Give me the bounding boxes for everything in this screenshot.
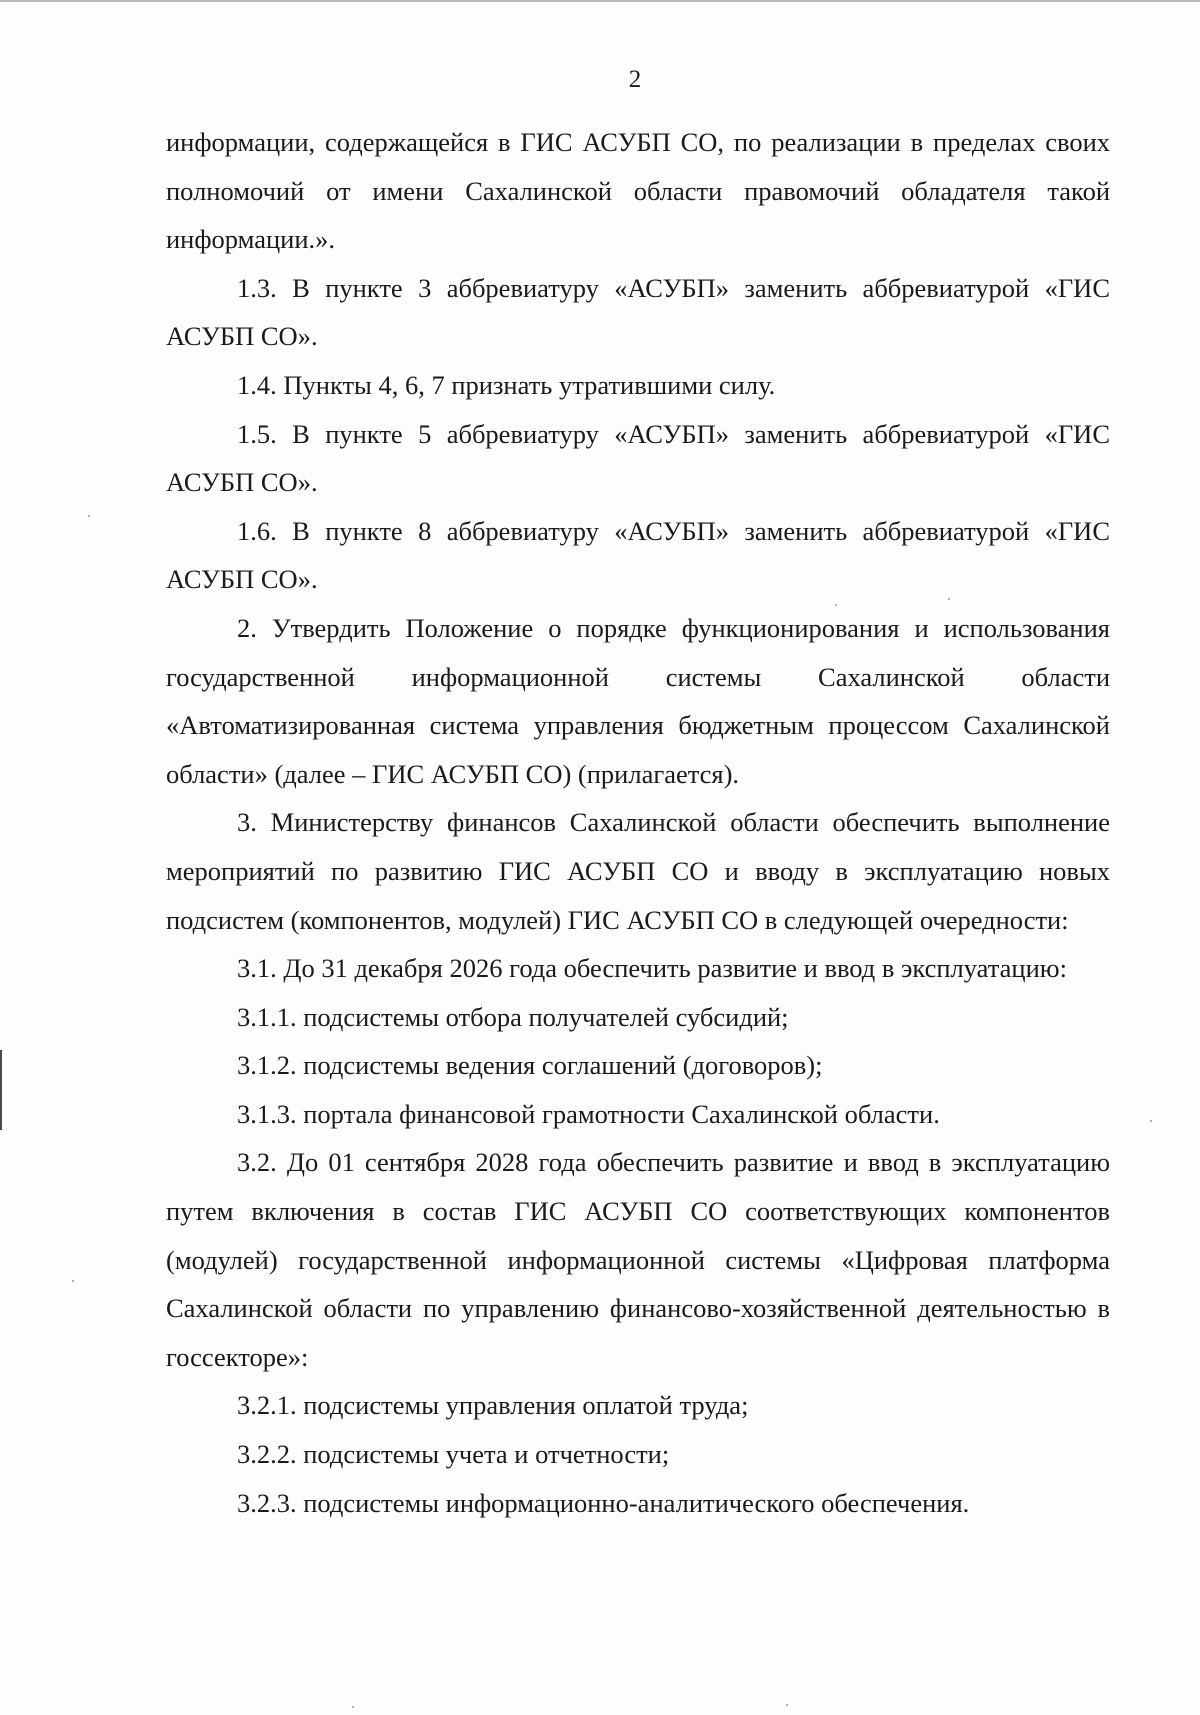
scan-top-edge bbox=[0, 0, 1200, 2]
scan-speck bbox=[786, 1704, 788, 1706]
paragraph-3-1: 3.1. До 31 декабря 2026 года обеспечить развитие и ввод в эксплуатацию: bbox=[237, 953, 1067, 984]
paragraph-3: 3. Министерству финансов Сахалинской области обеспечить выполнение мероприятий по развитию ГИС АСУБП СО и вводу в эксплуатацию новых подсистем (компонентов, модулей) ГИС АСУБП СО в следующей очередности: bbox=[166, 807, 1110, 935]
paragraph-3-2-1: 3.2.1. подсистемы управления оплатой труда; bbox=[237, 1390, 749, 1421]
page-number: 2 bbox=[628, 66, 642, 93]
paragraph-1-4: 1.4. Пункты 4, 6, 7 признать утратившими силу. bbox=[237, 369, 776, 400]
scan-left-edge-mark bbox=[0, 1050, 2, 1130]
paragraph-3-1-1: 3.1.1. подсистемы отбора получателей субсидий; bbox=[237, 1001, 789, 1032]
paragraph-3-2: 3.2. До 01 сентября 2028 года обеспечить развитие и ввод в эксплуатацию путем включения в состав ГИС АСУБП СО соответствующих компонентов (модулей) государственной информационной системы «Цифровая платформа Сахалинской области по управлению финансово-хозяйственной деятельностью в госсекторе»: bbox=[166, 1147, 1110, 1372]
paragraph-3-2-3: 3.2.3. подсистемы информационно-аналитического обеспечения. bbox=[237, 1487, 970, 1518]
scan-speck bbox=[72, 1280, 74, 1282]
paragraph-3-1-2: 3.1.2. подсистемы ведения соглашений (договоров); bbox=[237, 1050, 823, 1081]
paragraph-3-1-3: 3.1.3. портала финансовой грамотности Сахалинской области. bbox=[237, 1098, 940, 1129]
paragraph-continuation: информации, содержащейся в ГИС АСУБП СО, по реализации в пределах своих полномочий от имени Сахалинской области правомочий обладателя такой информации.». bbox=[166, 127, 1110, 255]
paragraph-1-5: 1.5. В пункте 5 аббревиатуру «АСУБП» заменить аббревиатурой «ГИС АСУБП СО». bbox=[166, 418, 1110, 498]
paragraph-2: 2. Утвердить Положение о порядке функционирования и использования государственной информационной системы Сахалинской области «Автоматизированная система управления бюджетным процессом Сахалинской области» (далее – ГИС АСУБП СО) (прилагается). bbox=[166, 612, 1110, 789]
paragraph-3-2-2: 3.2.2. подсистемы учета и отчетности; bbox=[237, 1439, 670, 1470]
paragraph-1-6: 1.6. В пункте 8 аббревиатуру «АСУБП» заменить аббревиатурой «ГИС АСУБП СО». bbox=[166, 515, 1110, 595]
scan-speck bbox=[352, 1706, 354, 1708]
paragraph-1-3: 1.3. В пункте 3 аббревиатуру «АСУБП» заменить аббревиатурой «ГИС АСУБП СО». bbox=[166, 272, 1110, 352]
scan-speck bbox=[88, 515, 90, 517]
scan-speck bbox=[1150, 1120, 1152, 1122]
document-body bbox=[166, 118, 1110, 1527]
